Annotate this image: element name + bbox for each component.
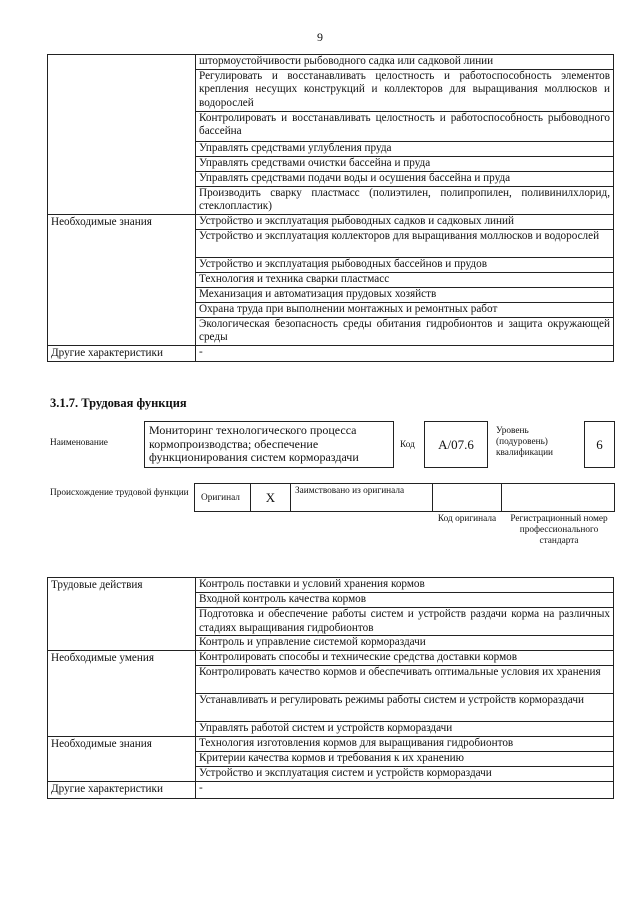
row-text: Технология и техника сварки пластмасс [196,272,614,287]
row-text: Механизация и автоматизация прудовых хозяйств [196,287,614,302]
row-text: Управлять работой систем и устройств кормораздачи [196,722,614,737]
registration-caption: Регистрационный номер профессионального стандарта [510,514,608,546]
row-text: Технология изготовления кормов для выращивания гидробионтов [196,737,614,752]
row-label: Необходимые умения [48,651,196,737]
row-text: Устройство и эксплуатация рыбоводных садков и садковых линий [196,214,614,229]
row-text: Подготовка и обеспечение работы систем и устройств раздачи корма на различных стадиях выращивания гидробионтов [196,608,614,636]
row-text: - [196,782,614,799]
row-label: Необходимые знания [48,214,196,345]
row-text: Критерии качества кормов и требования к их хранению [196,752,614,767]
table-row [48,737,614,752]
row-text: Контролировать способы и технические средства доставки кормов [196,651,614,666]
row-text: Охрана труда при выполнении монтажных и ремонтных работ [196,302,614,317]
original-code-cell [432,483,502,512]
row-text: Контроль и управление системой кормораздачи [196,636,614,651]
origin-label: Происхождение трудовой функции [50,488,189,498]
registration-number-cell [501,483,615,512]
original-mark: X [265,489,276,505]
name-label: Наименование [50,438,108,448]
row-text: Экологическая безопасность среды обитания гидробионтов и защита окружающей среды [196,317,614,345]
level-value: 6 [596,436,603,452]
row-label: Другие характеристики [48,345,196,362]
original-label: Оригинал [201,493,240,503]
borrowed-cell [290,483,433,512]
row-label: Необходимые знания [48,737,196,782]
row-text: - [196,345,614,362]
row-label: Трудовые действия [48,578,196,651]
row-text: Управлять средствами углубления пруда [196,141,614,156]
row-text: Контролировать качество кормов и обеспечивать оптимальные условия их хранения [196,666,614,694]
code-caption: Код оригинала [437,514,497,524]
table-row [48,578,614,593]
code-label: Код [400,440,415,450]
original-cell [194,483,251,512]
row-label: Другие характеристики [48,782,196,799]
page-number: 9 [317,30,323,44]
function-code: А/07.6 [438,436,474,452]
function-name-box [144,421,394,468]
table-row [48,345,614,362]
function-code-box [424,421,488,468]
row-text: Контроль поставки и условий хранения кормов [196,578,614,593]
row-text: Устройство и эксплуатация коллекторов для выращивания моллюсков и водорослей [196,229,614,257]
row-text: Регулировать и восстанавливать целостность и работоспособность элементов крепления несущих конструкций и коллекторов для выращивания моллюсков и водорослей [196,69,614,111]
row-text: Устройство и эксплуатация систем и устройств кормораздачи [196,767,614,782]
row-text: Контролировать и восстанавливать целостность и работоспособность рыбоводного бассейна [196,111,614,141]
row-text: Управлять средствами очистки бассейна и пруда [196,156,614,171]
borrowed-label: Заимствовано из оригинала [295,486,405,496]
competency-table [47,577,614,799]
table-row [48,55,614,70]
row-text: штормоустойчивости рыбоводного садка или садковой линии [196,55,614,70]
table-row [48,214,614,229]
competency-table-continued [47,54,614,362]
section-title: 3.1.7. Трудовая функция [50,396,187,410]
row-text: Устанавливать и регулировать режимы работы систем и устройств кормораздачи [196,694,614,722]
original-mark-cell [250,483,291,512]
table-row [48,782,614,799]
row-text: Устройство и эксплуатация рыбоводных бассейнов и прудов [196,257,614,272]
row-label [48,55,196,215]
row-text: Управлять средствами подачи воды и осушения бассейна и пруда [196,171,614,186]
row-text: Входной контроль качества кормов [196,593,614,608]
level-label: Уровень (подуровень) квалификации [496,426,554,458]
row-text: Производить сварку пластмасс (полиэтилен, полипропилен, поливинилхлорид, стеклопластик) [196,186,614,214]
level-box [584,421,615,468]
table-row [48,651,614,666]
function-name: Мониторинг технологического процесса кормопроизводства; обеспечение функционирования систем кормораздачи [149,423,359,464]
